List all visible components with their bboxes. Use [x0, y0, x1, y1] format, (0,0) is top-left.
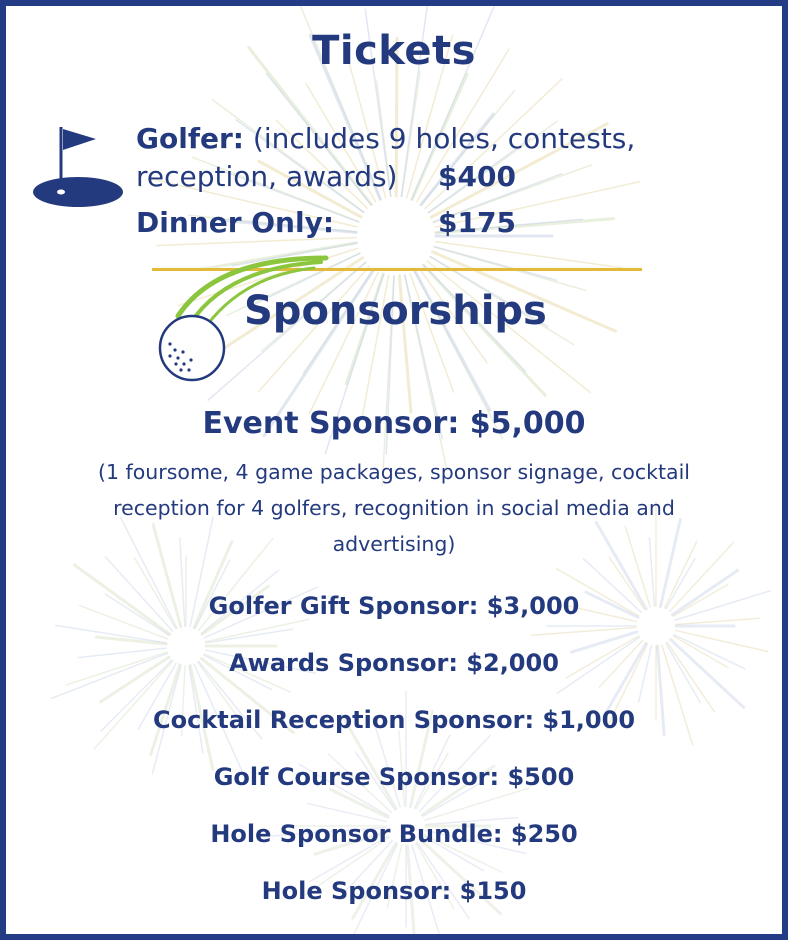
golf-ball-dimple — [168, 342, 171, 345]
golf-ball-dimple — [173, 348, 176, 351]
golf-ball-dimple — [187, 368, 190, 371]
golf-ball-dimple — [168, 354, 171, 357]
golfer-description: (includes 9 holes, contests, — [252, 122, 636, 155]
golf-ball-dimple — [189, 358, 192, 361]
golfer-label: Golfer: — [136, 122, 244, 155]
sponsor-tier-cocktail-reception: Cocktail Reception Sponsor: $1,000 — [152, 706, 636, 734]
event-sponsor-title: Event Sponsor: $5,000 — [202, 406, 586, 441]
golfer-ticket-line2: reception, awards) — [136, 160, 398, 193]
sponsor-tier-hole-bundle: Hole Sponsor Bundle: $250 — [210, 820, 578, 848]
sponsor-tier-awards: Awards Sponsor: $2,000 — [229, 649, 559, 677]
tickets-heading: Tickets — [312, 28, 476, 74]
firework-ray — [532, 627, 637, 635]
event-sponsor-description — [6, 454, 782, 562]
firework-ray — [330, 790, 388, 818]
event-desc-line: advertising) — [332, 532, 456, 556]
golfer-ticket-line1 — [136, 122, 635, 155]
firework-ray — [435, 247, 557, 281]
sponsorships-heading: Sponsorships — [244, 288, 547, 334]
golf-ball-dimple — [176, 356, 179, 359]
golf-ball-dimple — [181, 350, 184, 353]
sponsor-tier-hole: Hole Sponsor: $150 — [261, 877, 527, 905]
golf-ball-dimple — [174, 362, 177, 365]
sponsor-tier-golf-course: Golf Course Sponsor: $500 — [213, 763, 575, 791]
sponsor-tier-golfer-gift: Golfer Gift Sponsor: $3,000 — [208, 592, 580, 620]
golfer-price: $400 — [438, 160, 516, 193]
golf-flag-icon — [30, 122, 130, 212]
golf-ball-dimple — [179, 368, 182, 371]
dinner-label: Dinner Only: — [136, 206, 335, 239]
event-desc-line: (1 foursome, 4 game packages, sponsor signage, cocktail — [97, 460, 690, 484]
golf-ball-dimple — [182, 362, 185, 365]
event-desc-line: reception for 4 golfers, recognition in social media and — [113, 496, 675, 520]
dinner-price: $175 — [438, 206, 516, 239]
firework-ray — [56, 625, 167, 643]
